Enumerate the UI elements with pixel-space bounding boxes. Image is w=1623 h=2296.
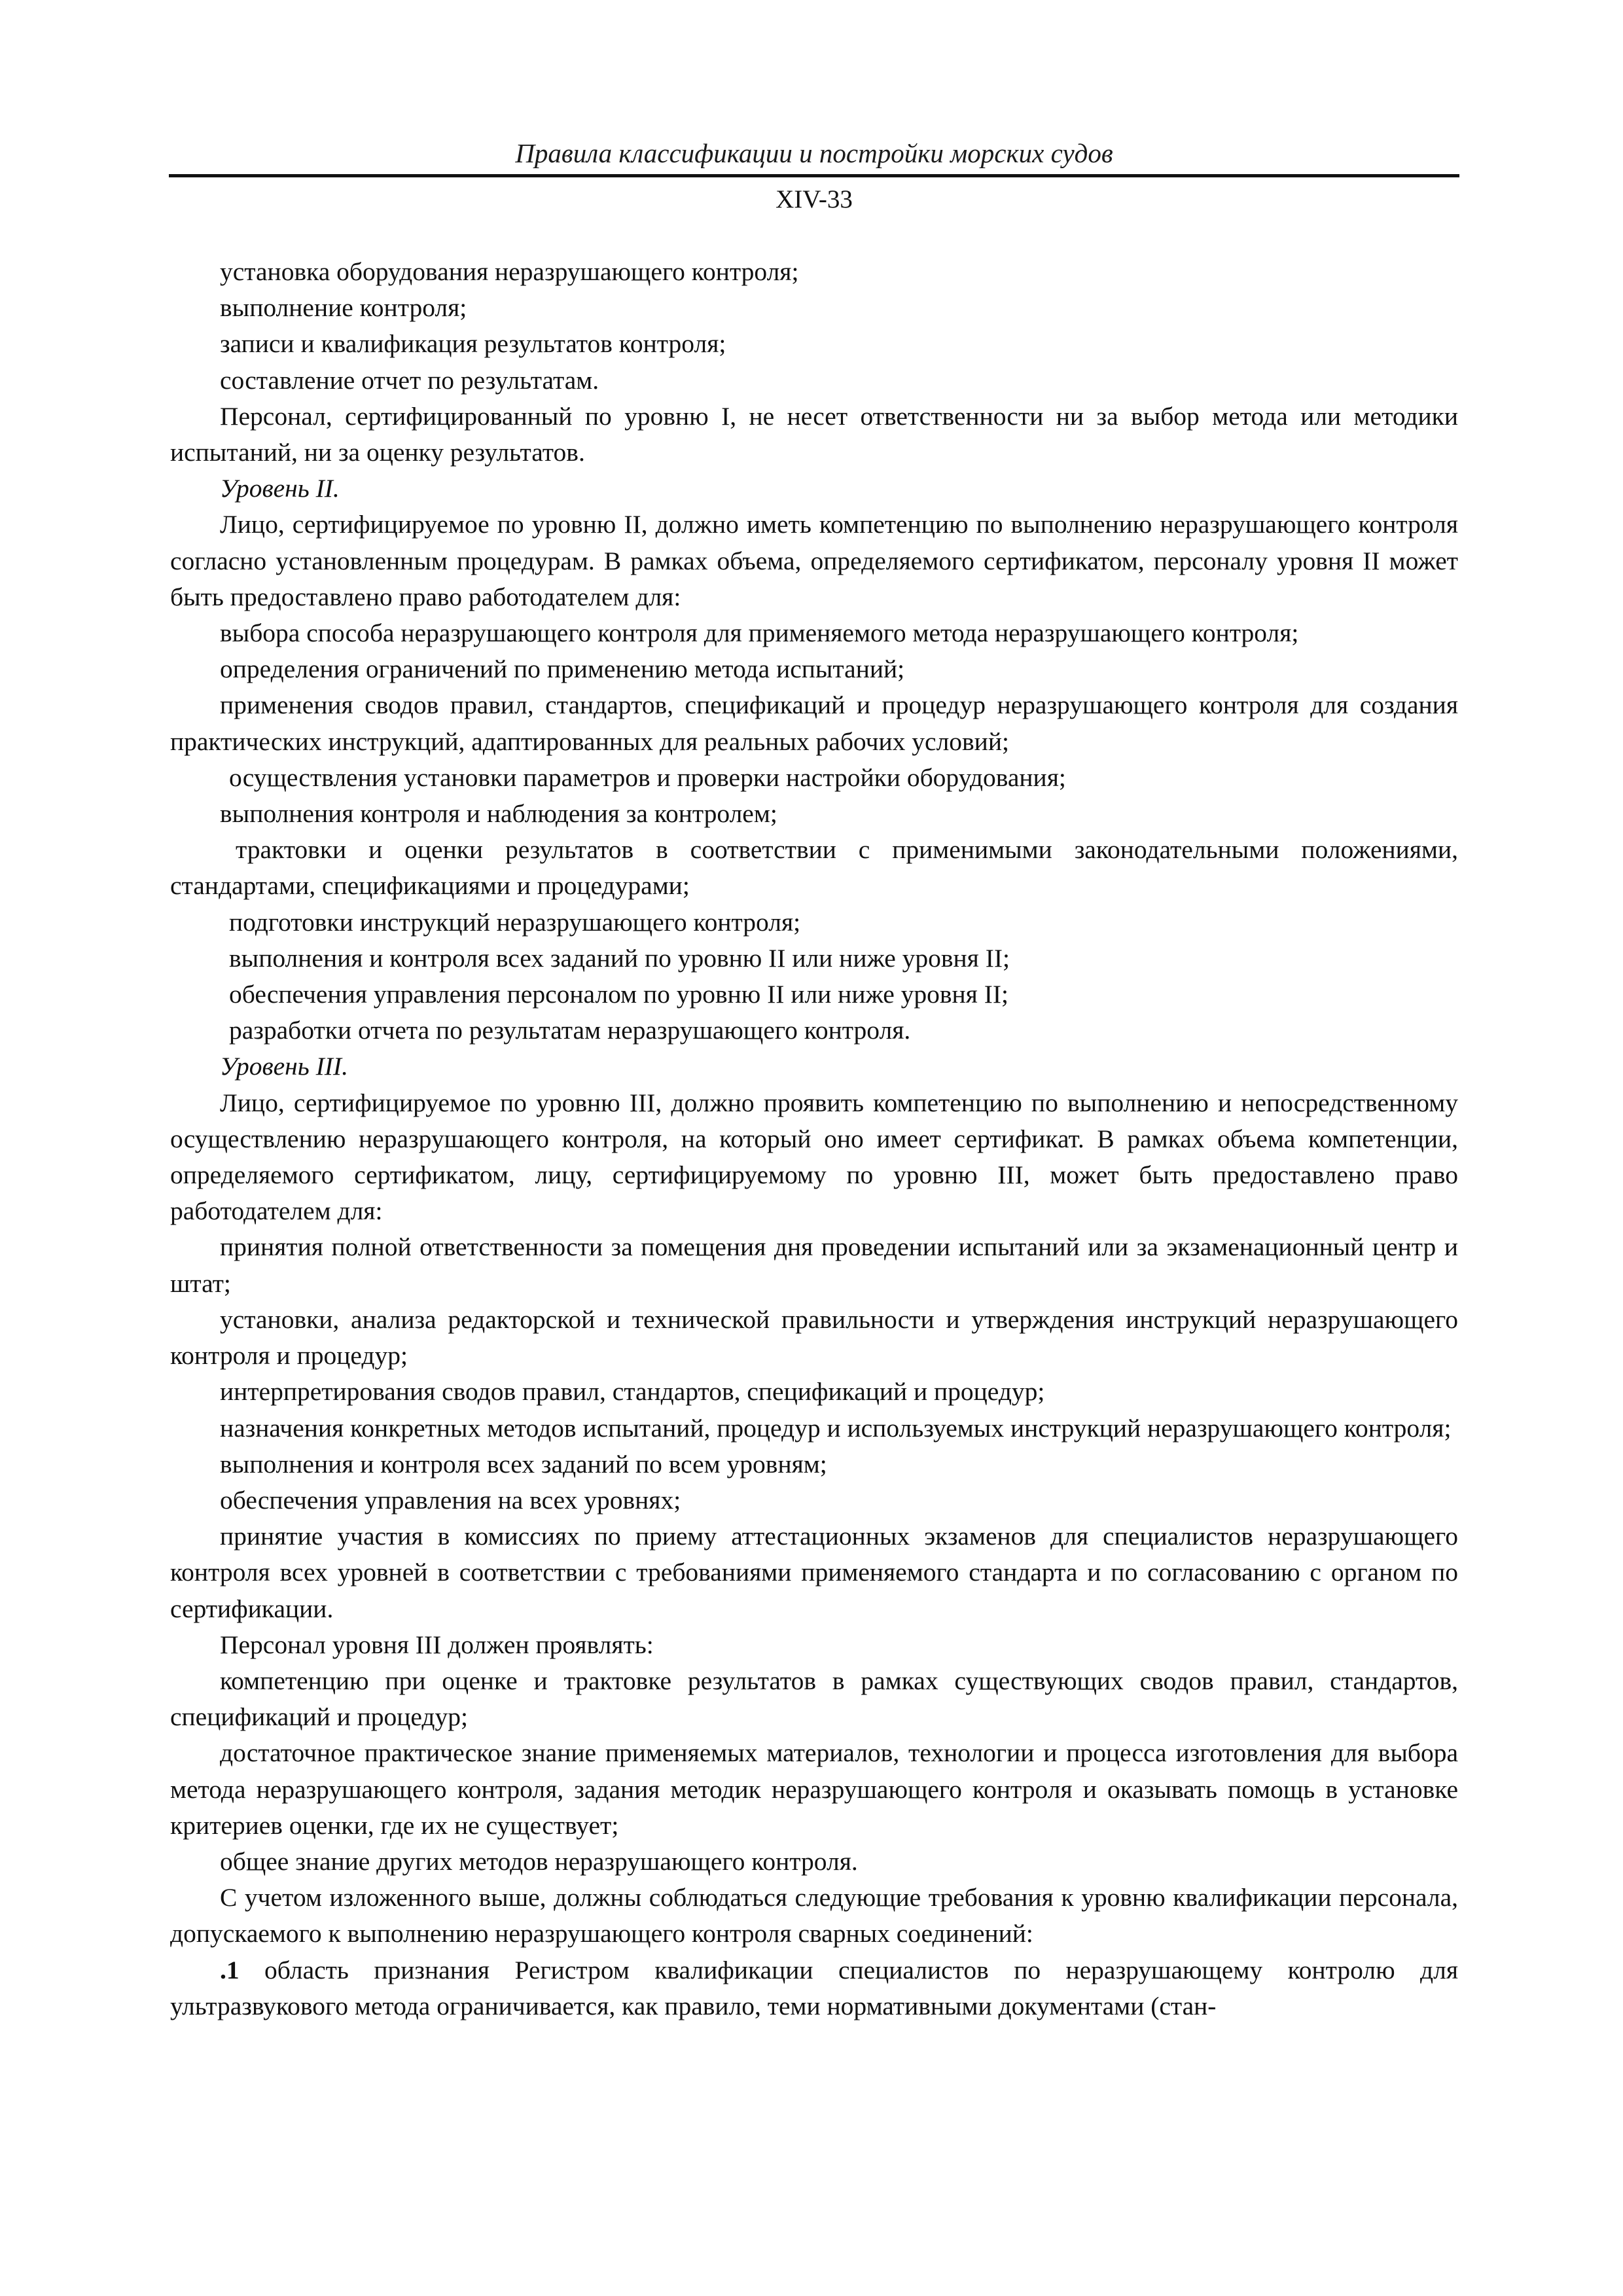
list-item: установка оборудования неразрушающего контроля; [220, 257, 799, 286]
list-item: принятия полной ответственности за помещения дня проведении испытаний или за экзаменационный центр и штат; [170, 1232, 1458, 1298]
list-item: определения ограничений по применению метода испытаний; [220, 655, 905, 684]
list-item: применения сводов правил, стандартов, спецификаций и процедур неразрушающего контроля для создания практических инструкций, адаптированных для реальных рабочих условий; [170, 691, 1458, 756]
list-item: достаточное практическое знание применяемых материалов, технологии и процесса изготовления для выбора метода неразрушающего контроля, задания методик неразрушающего контроля и оказывать помощь в установке критериев оценки, где их не существует; [170, 1738, 1458, 1840]
running-header: Правила классификации и постройки морских судов [515, 138, 1113, 168]
item-text: область признания Регистром квалификации специалистов по неразрушающему контролю для ультразвукового метода ограничивается, как правило, теми нормативными документами (стан- [170, 1955, 1458, 2020]
page-number: XIV-33 [776, 185, 853, 213]
list-item: записи и квалификация результатов контроля; [220, 329, 726, 359]
list-item: назначения конкретных методов испытаний, процедур и используемых инструкций неразрушающего контроля; [220, 1413, 1452, 1443]
section-heading-level-2: Уровень II. [220, 474, 340, 503]
paragraph: С учетом изложенного выше, должны соблюдаться следующие требования к уровню квалификации персонала, допускаемого к выполнению неразрушающего контроля сварных соединений: [170, 1883, 1458, 1948]
list-item: трактовки и оценки результатов в соответствии с применимыми законодательными положениями, стандартами, спецификациями и процедурами; [170, 835, 1458, 901]
header-rule [169, 174, 1459, 177]
list-item: выполнение контроля; [220, 293, 467, 323]
list-item: обеспечения управления персоналом по уровню II или ниже уровня II; [229, 980, 1008, 1009]
list-item: установки, анализа редакторской и технической правильности и утверждения инструкций неразрушающего контроля и процедур; [170, 1304, 1458, 1371]
list-item: компетенцию при оценке и трактовке результатов в рамках существующих сводов правил, стандартов, спецификаций и процедур; [170, 1666, 1458, 1732]
list-item: разработки отчета по результатам неразрушающего контроля. [229, 1016, 911, 1045]
list-item: выполнения контроля и наблюдения за контролем; [220, 799, 777, 829]
paragraph: Персонал, сертифицированный по уровню I, не несет ответственности ни за выбор метода или методики испытаний, ни за оценку результатов. [170, 401, 1458, 467]
body-text [170, 254, 1458, 2024]
numbered-item-1 [170, 1952, 1458, 2024]
list-item: выбора способа неразрушающего контроля для применяемого метода неразрушающего контроля; [220, 619, 1299, 648]
item-number: .1 [220, 1955, 240, 1984]
list-item: принятие участия в комиссиях по приему аттестационных экзаменов для специалистов неразрушающего контроля всех уровней в соответствии с требованиями применяемого стандарта и по согласованию с органом по сертификации. [170, 1522, 1458, 1623]
paragraph: Лицо, сертифицируемое по уровню III, должно проявить компетенцию по выполнению и непосредственному осуществлению неразрушающего контроля, на который оно имеет сертификат. В рамках объема компетенции, определяемого сертификатом, лицу, сертифицируемому по уровню III, может быть предоставлено право работодателем для: [170, 1088, 1458, 1226]
paragraph: Персонал уровня III должен проявлять: [220, 1630, 654, 1659]
list-item: выполнения и контроля всех заданий по всем уровням; [220, 1449, 827, 1479]
list-item: интерпретирования сводов правил, стандартов, спецификаций и процедур; [220, 1377, 1045, 1407]
list-item: составление отчет по результатам. [220, 365, 599, 395]
list-item: подготовки инструкций неразрушающего контроля; [229, 907, 801, 937]
list-item: осуществления установки параметров и проверки настройки оборудования; [229, 762, 1066, 792]
list-item: общее знание других методов неразрушающего контроля. [220, 1846, 858, 1876]
list-item: выполнения и контроля всех заданий по уровню II или ниже уровня II; [229, 943, 1010, 973]
section-heading-level-3: Уровень III. [220, 1052, 348, 1081]
list-item: обеспечения управления на всех уровнях; [220, 1485, 681, 1515]
paragraph: Лицо, сертифицируемое по уровню II, должно иметь компетенцию по выполнению неразрушающего контроля согласно установленным процедурам. В рамках объема, определяемого сертификатом, персоналу уровня II может быть предоставлено право работодателем для: [170, 510, 1458, 611]
